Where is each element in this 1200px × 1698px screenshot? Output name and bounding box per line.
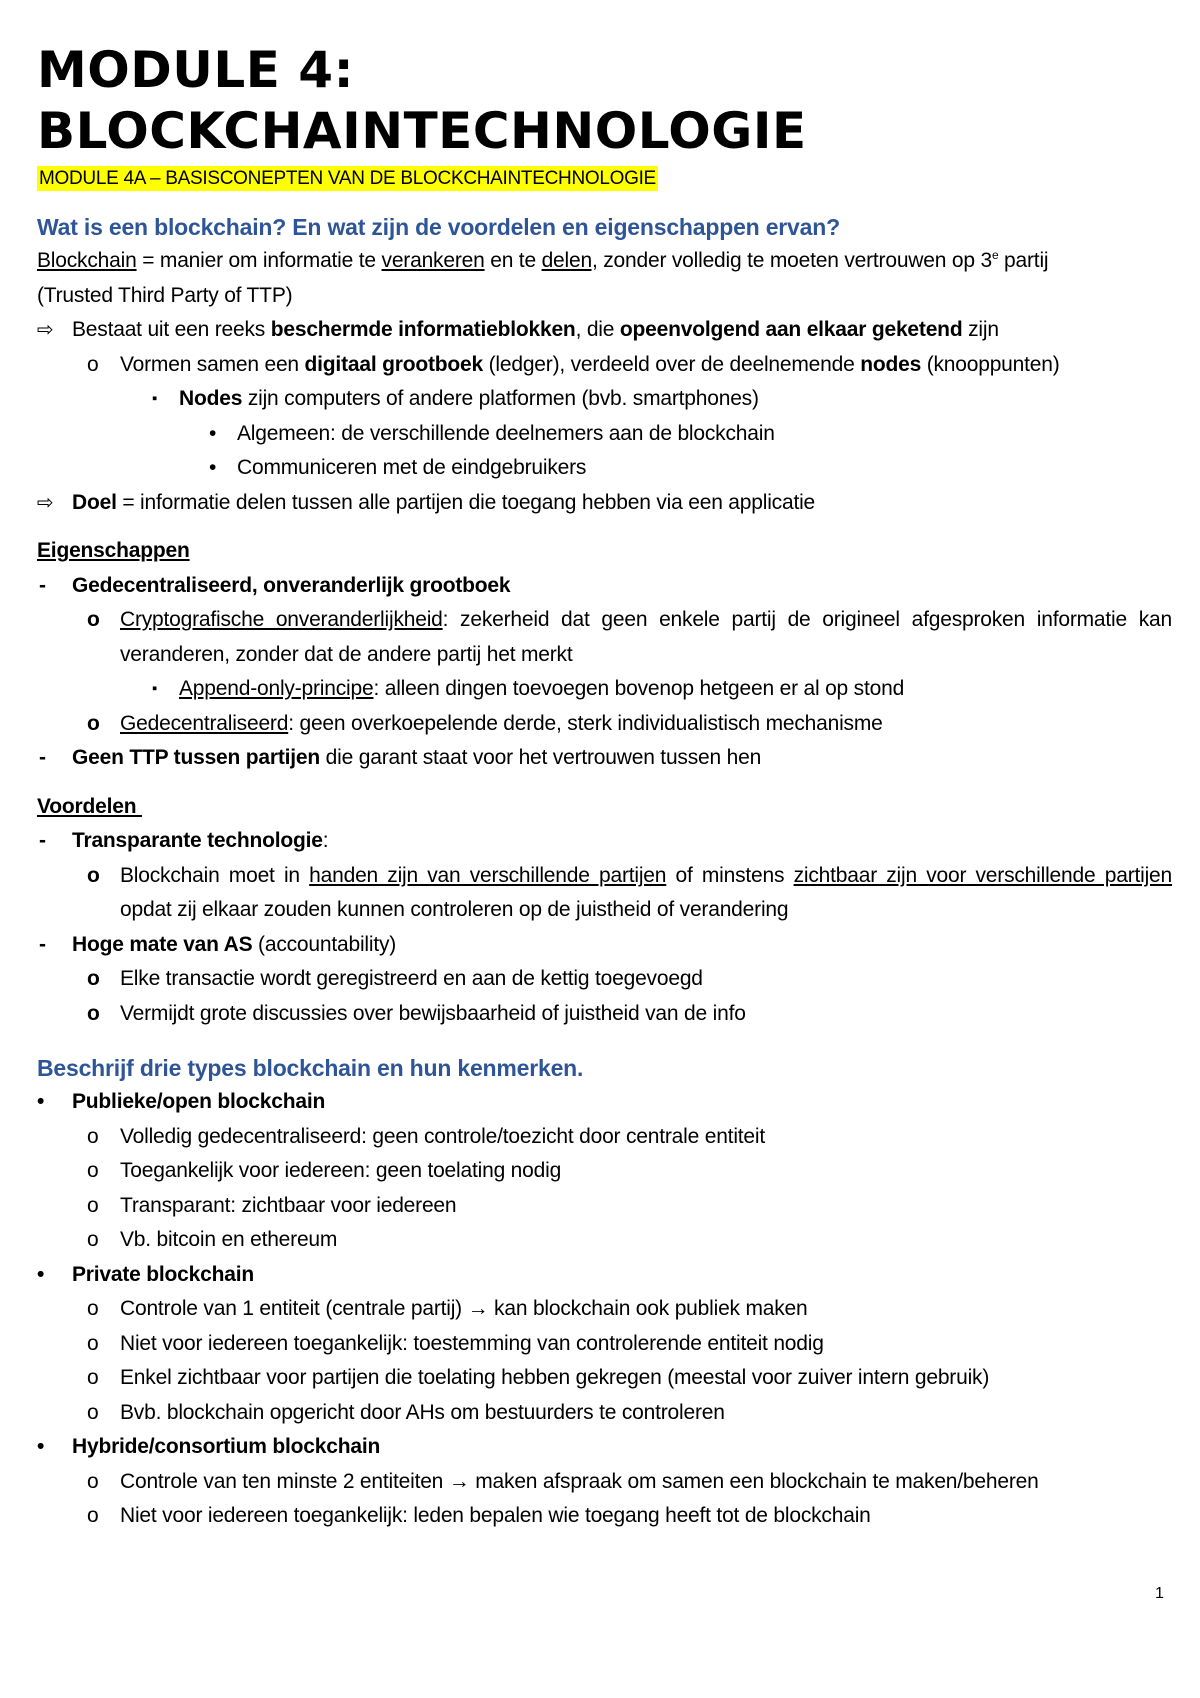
bullet-icon: • <box>37 1090 45 1113</box>
page-title <box>37 40 1172 162</box>
circle-bullet-icon: o <box>87 1504 99 1527</box>
dash-bullet-icon: - <box>39 573 46 597</box>
circle-bullet-icon: o <box>87 967 100 990</box>
list-item: o Vermijdt grote discussies over bewijsbaarheid of juistheid van de info <box>37 997 1172 1032</box>
list-item: ▪ Nodes zijn computers of andere platformen (bvb. smartphones) <box>37 382 1172 417</box>
arrow-icon: ⇨ <box>37 319 54 341</box>
list-item: • Private blockchain <box>37 1258 1172 1293</box>
section-heading-what-is-blockchain: Wat is een blockchain? En wat zijn de voordelen en eigenschappen ervan? <box>37 214 840 240</box>
list-item: o Enkel zichtbaar voor partijen die toelating hebben gekregen (meestal voor zuiver intern gebruik) <box>37 1361 1172 1396</box>
list-item: • Algemeen: de verschillende deelnemers aan de blockchain <box>37 417 1172 452</box>
list-item: - Gedecentraliseerd, onveranderlijk grootboek <box>37 569 1172 604</box>
circle-bullet-icon: o <box>87 1124 99 1148</box>
list-item: ▪ Append-only-principe: alleen dingen toevoegen bovenop hetgeen er al op stond <box>37 672 1172 707</box>
square-bullet-icon: ▪ <box>152 390 158 407</box>
definition-line-2: (Trusted Third Party of TTP) <box>37 283 293 307</box>
list-item: o Transparant: zichtbaar voor iedereen <box>37 1189 1172 1224</box>
list-item: o Controle van 1 entiteit (centrale partij) → kan blockchain ook publiek maken <box>37 1292 1172 1327</box>
list-item: o Cryptografische onveranderlijkheid: zekerheid dat geen enkele partij de origineel afgesproken informatie kan veranderen, zonder dat de andere partij het merkt <box>37 603 1172 672</box>
bullet-icon: • <box>37 1262 45 1286</box>
list-item: o Elke transactie wordt geregistreerd en aan de kettig toegevoegd <box>37 962 1172 997</box>
dash-bullet-icon: - <box>39 746 46 769</box>
circle-bullet-icon: o <box>87 1228 99 1251</box>
dot-bullet-icon: • <box>209 456 217 479</box>
circle-bullet-icon: o <box>87 1297 99 1320</box>
circle-bullet-icon: o <box>87 1400 99 1424</box>
list-item: - Hoge mate van AS (accountability) <box>37 928 1172 963</box>
circle-bullet-icon: o <box>87 1001 100 1025</box>
circle-bullet-icon: o <box>87 1366 99 1389</box>
list-item: o Vormen samen een digitaal grootboek (ledger), verdeeld over de deelnemende nodes (knooppunten) <box>37 348 1172 383</box>
list-item: • Hybride/consortium blockchain <box>37 1430 1172 1465</box>
circle-bullet-icon: o <box>87 863 100 887</box>
bullet-icon: • <box>37 1435 45 1458</box>
document-page <box>37 40 1172 1534</box>
title-line-1: MODULE 4: <box>37 41 355 99</box>
section-heading-types: Beschrijf drie types blockchain en hun kenmerken. <box>37 1055 584 1081</box>
dot-bullet-icon: • <box>209 421 217 445</box>
subheading-eigenschappen: Eigenschappen <box>37 539 190 562</box>
title-line-2: BLOCKCHAINTECHNOLOGIE <box>37 102 807 160</box>
list-item: • Communiceren met de eindgebruikers <box>37 451 1172 486</box>
list-item: ⇨ Bestaat uit een reeks beschermde informatieblokken, die opeenvolgend aan elkaar geketend zijn <box>37 313 1172 348</box>
circle-bullet-icon: o <box>87 711 100 735</box>
list-item: o Toegankelijk voor iedereen: geen toelating nodig <box>37 1154 1172 1189</box>
list-item: o Bvb. blockchain opgericht door AHs om bestuurders te controleren <box>37 1396 1172 1431</box>
circle-bullet-icon: o <box>87 1469 99 1493</box>
list-item: o Blockchain moet in handen zijn van verschillende partijen of minstens zichtbaar zijn voor verschillende partijen opdat zij elkaar zouden kunnen controleren op de juistheid of verandering <box>37 859 1172 928</box>
list-item: o Niet voor iedereen toegankelijk: leden bepalen wie toegang heeft tot de blockchain <box>37 1499 1172 1534</box>
list-item: - Geen TTP tussen partijen die garant staat voor het vertrouwen tussen hen <box>37 741 1172 776</box>
page-number: 1 <box>1155 1585 1164 1602</box>
subtitle-highlight: MODULE 4A – BASISCONEPTEN VAN DE BLOCKCHAINTECHNOLOGIE <box>39 168 656 189</box>
list-item: o Volledig gedecentraliseerd: geen controle/toezicht door centrale entiteit <box>37 1120 1172 1155</box>
right-arrow-icon: → <box>448 1469 470 1493</box>
circle-bullet-icon: o <box>87 1331 99 1355</box>
list-item: o Niet voor iedereen toegankelijk: toestemming van controlerende entiteit nodig <box>37 1327 1172 1362</box>
definition-line: Blockchain = manier om informatie te verankeren en te delen, zonder volledig te moeten vertrouwen op 3e partij <box>37 248 1049 272</box>
list-item: - Transparante technologie: <box>37 824 1172 859</box>
circle-bullet-icon: o <box>87 352 99 376</box>
arrow-icon: ⇨ <box>37 491 54 514</box>
square-bullet-icon: ▪ <box>152 680 158 697</box>
circle-bullet-icon: o <box>87 608 100 631</box>
circle-bullet-icon: o <box>87 1159 99 1182</box>
subheading-voordelen: Voordelen <box>37 794 142 818</box>
list-item: o Gedecentraliseerd: geen overkoepelende derde, sterk individualistisch mechanisme <box>37 707 1172 742</box>
dash-bullet-icon: - <box>39 932 46 956</box>
right-arrow-icon: → <box>467 1297 489 1320</box>
list-item: o Vb. bitcoin en ethereum <box>37 1223 1172 1258</box>
dash-bullet-icon: - <box>39 829 46 852</box>
circle-bullet-icon: o <box>87 1193 99 1217</box>
list-item: ⇨ Doel = informatie delen tussen alle partijen die toegang hebben via een applicatie <box>37 486 1172 521</box>
list-item: o Controle van ten minste 2 entiteiten → maken afspraak om samen een blockchain te maken/beheren <box>37 1465 1172 1500</box>
list-item: • Publieke/open blockchain <box>37 1085 1172 1120</box>
